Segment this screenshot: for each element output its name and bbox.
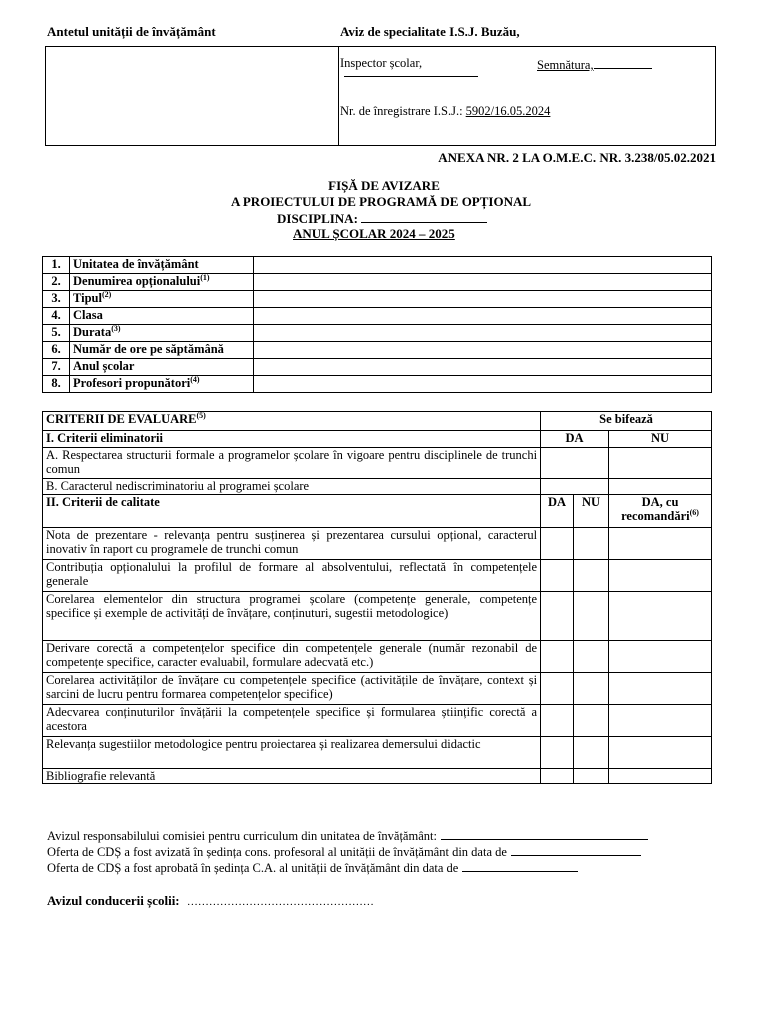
info-row-label-text: Profesori propunători — [73, 376, 191, 390]
signature-line — [594, 56, 652, 69]
quality-criterion: Corelarea activităților de învățare cu competențele specifice (activitățile de învățare, context și sarcini de lucru pentru formarea competențelor specifice) — [43, 673, 541, 705]
quality-da-cell[interactable] — [541, 737, 574, 769]
da-rec-sup: (6) — [689, 507, 699, 517]
elim-row — [43, 479, 712, 495]
info-row-number: 8. — [43, 376, 70, 393]
registration-label: Nr. de înregistrare I.S.J.: — [340, 104, 463, 118]
quality-da-rec-cell[interactable] — [609, 673, 712, 705]
quality-da-rec-cell[interactable] — [609, 528, 712, 560]
quality-row — [43, 769, 712, 784]
quality-criterion: Contribuția opționalului la profilul de formare al absolventului, reflectată în competențele generale — [43, 560, 541, 592]
footer-line-2-text: Oferta de CDȘ a fost avizată în ședința cons. profesoral al unității de învățământ din data de — [47, 845, 507, 859]
quality-nu-cell[interactable] — [574, 737, 609, 769]
registration-field — [340, 104, 550, 119]
info-row-label — [70, 376, 254, 393]
quality-nu-cell[interactable] — [574, 641, 609, 673]
info-row-value-cell[interactable] — [254, 291, 712, 308]
criteria-header-sup: (5) — [196, 410, 206, 420]
quality-row — [43, 737, 712, 769]
quality-da-cell[interactable] — [541, 592, 574, 641]
info-row — [43, 325, 712, 342]
info-row-value-cell[interactable] — [254, 274, 712, 291]
info-row-label-text: Durata — [73, 325, 112, 339]
signature-label: Semnătura, — [537, 58, 594, 72]
discipline-field[interactable] — [277, 210, 487, 227]
quality-criterion: Relevanța sugestiilor metodologice pentru proiectarea și realizarea demersului didactic — [43, 737, 541, 769]
info-row-value-cell[interactable] — [254, 257, 712, 274]
form-title: FIȘĂ DE AVIZARE — [328, 178, 440, 193]
elim-criterion-a: A. Respectarea structurii formale a programelor școlare în vigoare pentru disciplinele de trunchi comun — [43, 448, 541, 479]
quality-nu-cell[interactable] — [574, 673, 609, 705]
quality-nu-cell[interactable] — [574, 705, 609, 737]
form-subtitle: A PROIECTULUI DE PROGRAMĂ DE OPȚIONAL — [230, 194, 532, 209]
info-row-number: 2. — [43, 274, 70, 291]
criteria-header-row — [43, 412, 712, 431]
quality-row — [43, 705, 712, 737]
quality-da-cell[interactable] — [541, 769, 574, 784]
info-row-label — [70, 342, 254, 359]
check-header: Se bifează — [541, 412, 712, 431]
section2-nu: NU — [574, 495, 609, 528]
school-lead-dots: …………………………………………… — [186, 896, 374, 908]
quality-row — [43, 592, 712, 641]
header-left-title: Antetul unității de învățământ — [47, 24, 216, 39]
info-row-number: 6. — [43, 342, 70, 359]
school-year: ANUL ȘCOLAR 2024 – 2025 — [293, 226, 455, 241]
section2-row — [43, 495, 712, 528]
footer-line-1-blank — [441, 828, 648, 840]
info-row-label-text: Denumirea opționalului — [73, 274, 201, 288]
info-row-sup: (2) — [101, 289, 112, 299]
info-table — [42, 256, 712, 393]
signature-field[interactable] — [537, 56, 652, 73]
quality-row — [43, 560, 712, 592]
info-row — [43, 257, 712, 274]
quality-da-cell[interactable] — [541, 705, 574, 737]
footer-line-2[interactable] — [47, 844, 641, 860]
info-row-number: 4. — [43, 308, 70, 325]
criteria-header — [43, 412, 541, 431]
quality-da-rec-cell[interactable] — [609, 560, 712, 592]
info-row — [43, 342, 712, 359]
quality-da-cell[interactable] — [541, 560, 574, 592]
discipline-label: DISCIPLINA: — [277, 211, 358, 226]
inspector-label: Inspector școlar, — [340, 56, 423, 70]
criteria-table — [42, 411, 712, 784]
quality-criterion: Derivare corectă a competențelor specifice din competențele generale (număr rezonabil de competențe specifice, caracter evaluabil, formulare adecvată etc.) — [43, 641, 541, 673]
footer-line-1-text: Avizul responsabilului comisiei pentru curriculum din unitatea de învățământ: — [47, 829, 437, 843]
quality-criterion: Nota de prezentare - relevanța pentru susținerea și prezentarea cursului opțional, caracterul inovativ în raport cu programele de trunchi comun — [43, 528, 541, 560]
quality-nu-cell[interactable] — [574, 592, 609, 641]
info-row — [43, 308, 712, 325]
quality-row — [43, 673, 712, 705]
info-row-label — [70, 325, 254, 342]
elim-b-da-cell[interactable] — [541, 479, 609, 495]
section2-title: II. Criterii de calitate — [43, 495, 541, 528]
elim-a-da-cell[interactable] — [541, 448, 609, 479]
elim-a-nu-cell[interactable] — [609, 448, 712, 479]
quality-da-cell[interactable] — [541, 641, 574, 673]
info-row-label-text: Tipul — [73, 291, 102, 305]
elim-row — [43, 448, 712, 479]
section1-title: I. Criterii eliminatorii — [43, 431, 541, 448]
section1-nu: NU — [609, 431, 712, 448]
section1-row — [43, 431, 712, 448]
quality-da-cell[interactable] — [541, 673, 574, 705]
quality-da-rec-cell[interactable] — [609, 737, 712, 769]
quality-da-cell[interactable] — [541, 528, 574, 560]
quality-row — [43, 641, 712, 673]
info-row-sup: (3) — [111, 323, 121, 333]
info-row-number: 5. — [43, 325, 70, 342]
quality-nu-cell[interactable] — [574, 528, 609, 560]
info-row-value-cell[interactable] — [254, 325, 712, 342]
section1-da: DA — [541, 431, 609, 448]
info-row — [43, 359, 712, 376]
info-row — [43, 291, 712, 308]
quality-da-rec-cell[interactable] — [609, 705, 712, 737]
footer-line-3-text: Oferta de CDȘ a fost aprobată în ședința C.A. al unității de învățământ din data de — [47, 861, 459, 875]
info-row-number: 1. — [43, 257, 70, 274]
info-row-number: 7. — [43, 359, 70, 376]
criteria-header-text: CRITERII DE EVALUARE — [46, 412, 197, 426]
elim-criterion-b: B. Caracterul nediscriminatoriu al programei școlare — [43, 479, 541, 495]
quality-da-rec-cell[interactable] — [609, 641, 712, 673]
quality-criterion: Corelarea elementelor din structura programei școlare (competențe generale, competențe specifice și exemple de activități de învățare, conținuturi, sugestii metodologice) — [43, 592, 541, 641]
school-lead-field[interactable] — [47, 893, 374, 909]
info-row-value-cell[interactable] — [254, 376, 712, 393]
footer-line-3-blank — [462, 860, 578, 872]
quality-nu-cell[interactable] — [574, 560, 609, 592]
section2-da: DA — [541, 495, 574, 528]
registration-value: 5902/16.05.2024 — [465, 104, 551, 118]
footer-line-2-blank — [511, 844, 641, 856]
info-row-label-text: Anul școlar — [73, 359, 135, 373]
school-lead-label: Avizul conducerii școlii: — [47, 893, 180, 908]
info-row-label — [70, 308, 254, 325]
info-row-label — [70, 274, 254, 291]
da-rec-label: DA, cu recomandări — [621, 495, 690, 523]
info-row-label-text: Număr de ore pe săptămână — [73, 342, 224, 356]
quality-row — [43, 528, 712, 560]
info-row-value-cell[interactable] — [254, 308, 712, 325]
section2-da-rec — [609, 495, 712, 528]
info-row-label-text: Unitatea de învățământ — [73, 257, 199, 271]
info-row-label-text: Clasa — [73, 308, 103, 322]
discipline-line — [361, 210, 487, 223]
info-row-label — [70, 257, 254, 274]
info-row — [43, 376, 712, 393]
info-row-number: 3. — [43, 291, 70, 308]
info-row-label — [70, 291, 254, 308]
header-right-title: Aviz de specialitate I.S.J. Buzău, — [340, 24, 520, 39]
quality-da-rec-cell[interactable] — [609, 592, 712, 641]
quality-da-rec-cell[interactable] — [609, 769, 712, 784]
info-row — [43, 274, 712, 291]
footer-line-3[interactable] — [47, 860, 578, 876]
info-row-sup: (4) — [190, 374, 200, 384]
info-row-value-cell[interactable] — [254, 342, 712, 359]
inspector-name-line[interactable] — [344, 76, 478, 77]
annex-reference: ANEXA NR. 2 LA O.M.E.C. NR. 3.238/05.02.2021 — [438, 150, 716, 165]
info-row-value-cell[interactable] — [254, 359, 712, 376]
info-row-sup: (1) — [200, 272, 210, 282]
quality-criterion: Adecvarea conținuturilor învățării la competențele specifice și formularea științific corectă a acestora — [43, 705, 541, 737]
elim-b-nu-cell[interactable] — [609, 479, 712, 495]
info-row-label — [70, 359, 254, 376]
quality-criterion: Bibliografie relevantă — [43, 769, 541, 784]
quality-nu-cell[interactable] — [574, 769, 609, 784]
footer-line-1[interactable] — [47, 828, 648, 844]
header-divider — [338, 47, 339, 145]
